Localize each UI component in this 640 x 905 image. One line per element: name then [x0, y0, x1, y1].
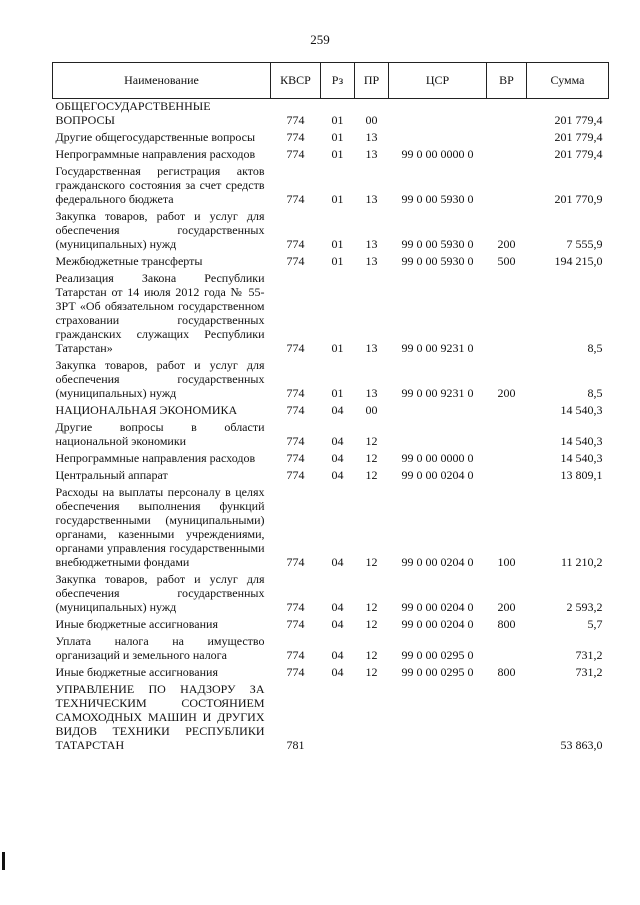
cell-sum: 8,5	[587, 341, 603, 355]
header-kvsr: КВСР	[271, 63, 321, 99]
cell-kvsr: 774	[286, 617, 305, 631]
cell-sum: 14 540,3	[560, 403, 603, 417]
cell-pr: 13	[365, 237, 378, 251]
header-csr: ЦСР	[389, 63, 487, 99]
cell-vr	[487, 161, 527, 206]
table-row	[53, 569, 609, 614]
cell-csr: 99 0 00 5930 0	[401, 192, 474, 206]
cell-sum: 731,2	[575, 665, 603, 679]
cell-rz: 01	[331, 237, 344, 251]
cell-kvsr: 774	[286, 147, 305, 161]
cell-pr: 13	[365, 254, 378, 268]
cell-rz: 04	[331, 665, 344, 679]
cell-name: Непрограммные направления расходов	[55, 147, 256, 161]
cell-vr	[487, 631, 527, 662]
cell-name: Реализация Закона Республики Татарстан от 14 июля 2012 года № 55-ЗРТ «Об обязательном государственном страховании государственных гражданских служащих Республики Татарстан»	[55, 271, 265, 355]
cell-rz: 01	[331, 192, 344, 206]
margin-mark	[2, 852, 5, 870]
cell-name: Закупка товаров, работ и услуг для обеспечения государственных (муниципальных) нужд	[55, 358, 265, 400]
cell-pr: 12	[365, 451, 378, 465]
cell-sum: 11 210,2	[560, 555, 603, 569]
cell-vr: 200	[497, 600, 516, 614]
table-row	[53, 465, 609, 482]
cell-vr	[487, 400, 527, 417]
cell-rz: 04	[331, 600, 344, 614]
table-row	[53, 448, 609, 465]
cell-csr: 99 0 00 5930 0	[401, 254, 474, 268]
cell-sum: 14 540,3	[560, 451, 603, 465]
table-row	[53, 251, 609, 268]
cell-pr: 00	[365, 403, 378, 417]
cell-rz: 04	[331, 648, 344, 662]
cell-kvsr: 774	[286, 341, 305, 355]
cell-vr	[487, 679, 527, 752]
cell-pr: 12	[365, 468, 378, 482]
table-row	[53, 99, 609, 128]
table-header	[53, 63, 609, 99]
cell-csr: 99 0 00 0295 0	[401, 665, 474, 679]
cell-pr: 12	[365, 617, 378, 631]
cell-rz: 04	[331, 434, 344, 448]
cell-rz: 01	[331, 113, 344, 127]
cell-name: Уплата налога на имущество организаций и земельного налога	[55, 634, 265, 662]
cell-kvsr: 774	[286, 451, 305, 465]
cell-rz: 01	[331, 386, 344, 400]
header-vr: ВР	[487, 63, 527, 99]
table-row	[53, 127, 609, 144]
budget-table	[52, 62, 609, 752]
cell-kvsr: 774	[286, 600, 305, 614]
cell-vr	[487, 465, 527, 482]
cell-vr	[487, 268, 527, 355]
cell-name: ОБЩЕГОСУДАРСТВЕННЫЕ ВОПРОСЫ	[55, 99, 211, 127]
cell-pr: 12	[365, 600, 378, 614]
cell-sum: 731,2	[575, 648, 603, 662]
cell-name: Другие общегосударственные вопросы	[55, 130, 256, 144]
cell-pr: 13	[365, 192, 378, 206]
cell-rz: 01	[331, 147, 344, 161]
table-row	[53, 400, 609, 417]
header-row	[53, 63, 609, 99]
cell-pr: 12	[365, 434, 378, 448]
cell-name: Закупка товаров, работ и услуг для обеспечения государственных (муниципальных) нужд	[55, 209, 265, 251]
cell-kvsr: 774	[286, 665, 305, 679]
cell-csr: 99 0 00 0204 0	[401, 468, 474, 482]
cell-csr: 99 0 00 9231 0	[401, 386, 474, 400]
page-number: 259	[310, 32, 330, 47]
table-row	[53, 206, 609, 251]
cell-csr: 99 0 00 0000 0	[401, 147, 474, 161]
cell-name: Межбюджетные трансферты	[55, 254, 203, 268]
cell-rz: 01	[331, 254, 344, 268]
cell-sum: 14 540,3	[560, 434, 603, 448]
cell-sum: 5,7	[587, 617, 603, 631]
cell-vr	[487, 99, 527, 128]
cell-vr: 800	[497, 617, 516, 631]
cell-vr: 100	[497, 555, 516, 569]
cell-csr	[389, 99, 487, 128]
cell-name: Другие вопросы в области национальной экономики	[55, 420, 265, 448]
cell-csr	[389, 417, 487, 448]
cell-vr	[487, 144, 527, 161]
cell-name: Закупка товаров, работ и услуг для обеспечения государственных (муниципальных) нужд	[55, 572, 265, 614]
cell-csr: 99 0 00 0204 0	[401, 555, 474, 569]
cell-pr: 13	[365, 147, 378, 161]
cell-kvsr: 774	[286, 254, 305, 268]
cell-rz: 04	[331, 403, 344, 417]
header-sum: Сумма	[527, 63, 609, 99]
cell-name: УПРАВЛЕНИЕ ПО НАДЗОРУ ЗА ТЕХНИЧЕСКИМ СОСТОЯНИЕМ САМОХОДНЫХ МАШИН И ДРУГИХ ВИДОВ ТЕХНИКИ РЕСПУБЛИКИ ТАТАРСТАН	[55, 682, 265, 752]
cell-name: Иные бюджетные ассигнования	[55, 665, 218, 679]
cell-csr: 99 0 00 0204 0	[401, 600, 474, 614]
cell-sum: 201 779,4	[554, 130, 603, 144]
cell-rz	[321, 679, 355, 752]
cell-csr	[389, 679, 487, 752]
cell-name: Расходы на выплаты персоналу в целях обеспечения выполнения функций государственными (муниципальными) органами, казенными учреждениями, органами управления государственными внебюджетными фондами	[55, 485, 265, 569]
cell-pr: 13	[365, 341, 378, 355]
cell-sum: 7 555,9	[566, 237, 603, 251]
cell-vr: 800	[497, 665, 516, 679]
cell-name: НАЦИОНАЛЬНАЯ ЭКОНОМИКА	[55, 403, 238, 417]
cell-sum: 201 770,9	[554, 192, 603, 206]
cell-vr: 500	[497, 254, 516, 268]
cell-name: Государственная регистрация актов гражданского состояния за счет средств федерального бюджета	[55, 164, 265, 206]
cell-vr	[487, 448, 527, 465]
cell-kvsr: 774	[286, 113, 305, 127]
cell-pr: 13	[365, 130, 378, 144]
cell-name: Центральный аппарат	[55, 468, 168, 482]
cell-pr: 12	[365, 648, 378, 662]
table-row	[53, 614, 609, 631]
cell-name: Иные бюджетные ассигнования	[55, 617, 218, 631]
cell-rz: 01	[331, 341, 344, 355]
cell-csr: 99 0 00 0295 0	[401, 648, 474, 662]
cell-csr	[389, 400, 487, 417]
cell-vr	[487, 127, 527, 144]
header-pr: ПР	[355, 63, 389, 99]
cell-kvsr: 774	[286, 468, 305, 482]
table-row	[53, 355, 609, 400]
table-row	[53, 268, 609, 355]
cell-sum: 8,5	[587, 386, 603, 400]
cell-kvsr: 774	[286, 130, 305, 144]
table-row	[53, 482, 609, 569]
cell-rz: 04	[331, 555, 344, 569]
cell-sum: 13 809,1	[560, 468, 603, 482]
header-name: Наименование	[53, 63, 271, 99]
cell-sum: 53 863,0	[560, 738, 603, 752]
cell-kvsr: 774	[286, 434, 305, 448]
table-row	[53, 662, 609, 679]
cell-pr: 13	[365, 386, 378, 400]
cell-csr: 99 0 00 0000 0	[401, 451, 474, 465]
cell-kvsr: 774	[286, 648, 305, 662]
table-row	[53, 144, 609, 161]
cell-csr: 99 0 00 9231 0	[401, 341, 474, 355]
cell-sum: 201 779,4	[554, 113, 603, 127]
cell-pr	[355, 679, 389, 752]
cell-name: Непрограммные направления расходов	[55, 451, 256, 465]
table-row	[53, 679, 609, 752]
table-row	[53, 417, 609, 448]
cell-csr: 99 0 00 5930 0	[401, 237, 474, 251]
cell-csr	[389, 127, 487, 144]
cell-pr: 12	[365, 555, 378, 569]
cell-kvsr: 774	[286, 192, 305, 206]
header-rz: Рз	[321, 63, 355, 99]
cell-sum: 194 215,0	[554, 254, 603, 268]
cell-kvsr: 774	[286, 403, 305, 417]
cell-sum: 2 593,2	[566, 600, 603, 614]
cell-vr	[487, 417, 527, 448]
cell-pr: 00	[365, 113, 378, 127]
cell-vr: 200	[497, 237, 516, 251]
cell-rz: 04	[331, 617, 344, 631]
cell-sum: 201 779,4	[554, 147, 603, 161]
cell-kvsr: 774	[286, 237, 305, 251]
table-body	[53, 99, 609, 753]
cell-kvsr: 774	[286, 555, 305, 569]
table-row	[53, 161, 609, 206]
cell-rz: 04	[331, 468, 344, 482]
cell-rz: 01	[331, 130, 344, 144]
cell-kvsr: 781	[286, 738, 305, 752]
cell-vr: 200	[497, 386, 516, 400]
cell-rz: 04	[331, 451, 344, 465]
cell-pr: 12	[365, 665, 378, 679]
cell-csr: 99 0 00 0204 0	[401, 617, 474, 631]
cell-kvsr: 774	[286, 386, 305, 400]
table-row	[53, 631, 609, 662]
